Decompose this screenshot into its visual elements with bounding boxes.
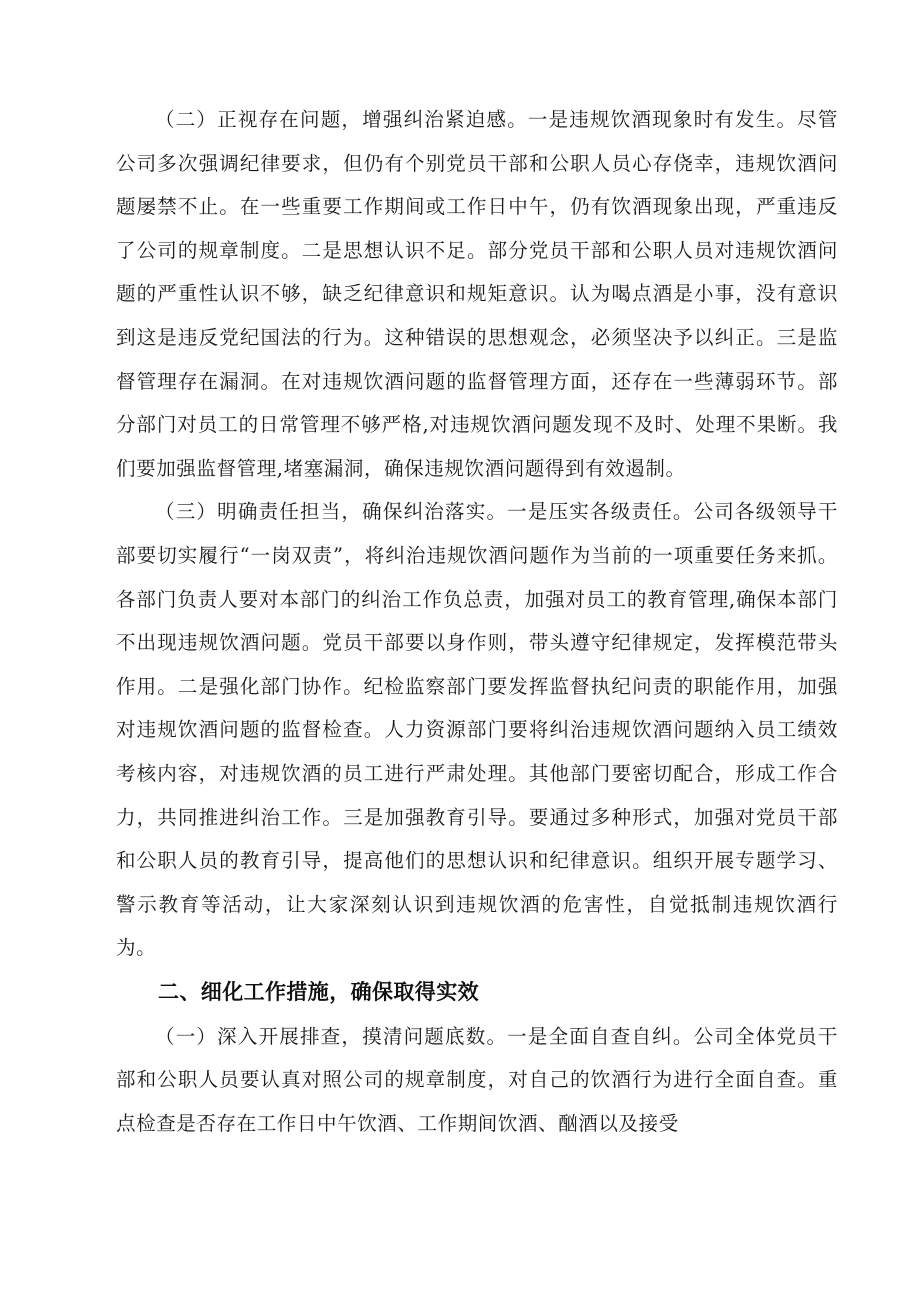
document-body — [116, 98, 838, 1146]
section-heading-2: 二、细化工作措施，确保取得实效 — [158, 979, 479, 1004]
paragraph-section-3-1: （一）深入开展排查，摸清问题底数。一是全面自查自纠。公司全体党员干部和公职人员要认真对照公司的规章制度，对自己的饮酒行为进行全面自查。重点检查是否存在工作日中午饮酒、工作期间饮酒、酗酒以及接受 — [116, 1024, 838, 1136]
paragraph-section-2-3: （三）明确责任担当，确保纠治落实。一是压实各级责任。公司各级领导干部要切实履行“一岗双责”，将纠治违规饮酒问题作为当前的一项重要任务来抓。各部门负责人要对本部门的纠治工作负总责，加强对员工的教育管理,确保本部门不出现违规饮酒问题。党员干部要以身作则，带头遵守纪律规定，发挥模范带头作用。二是强化部门协作。纪检监察部门要发挥监督执纪问责的职能作用，加强对违规饮酒问题的监督检查。人力资源部门要将纠治违规饮酒问题纳入员工绩效考核内容，对违规饮酒的员工进行严肃处理。其他部门要密切配合，形成工作合力，共同推进纠治工作。三是加强教育引导。要通过多种形式，加强对党员干部和公职人员的教育引导，提高他们的思想认识和纪律意识。组织开展专题学习、警示教育等活动，让大家深刻认识到违规饮酒的危害性，自觉抵制违规饮酒行为。 — [116, 500, 838, 960]
paragraph-section-2-2: （二）正视存在问题，增强纠治紧迫感。一是违规饮酒现象时有发生。尽管公司多次强调纪律要求，但仍有个别党员干部和公职人员心存侥幸，违规饮酒问题屡禁不止。在一些重要工作期间或工作日中午，仍有饮酒现象出现，严重违反了公司的规章制度。二是思想认识不足。部分党员干部和公职人员对违规饮酒问题的严重性认识不够，缺乏纪律意识和规矩意识。认为喝点酒是小事，没有意识到这是违反党纪国法的行为。这种错误的思想观念，必须坚决予以纠正。三是监督管理存在漏洞。在对违规饮酒问题的监督管理方面，还存在一些薄弱环节。部分部门对员工的日常管理不够严格,对违规饮酒问题发现不及时、处理不果断。我们要加强监督管理,堵塞漏洞，确保违规饮酒问题得到有效遏制。 — [116, 108, 838, 480]
